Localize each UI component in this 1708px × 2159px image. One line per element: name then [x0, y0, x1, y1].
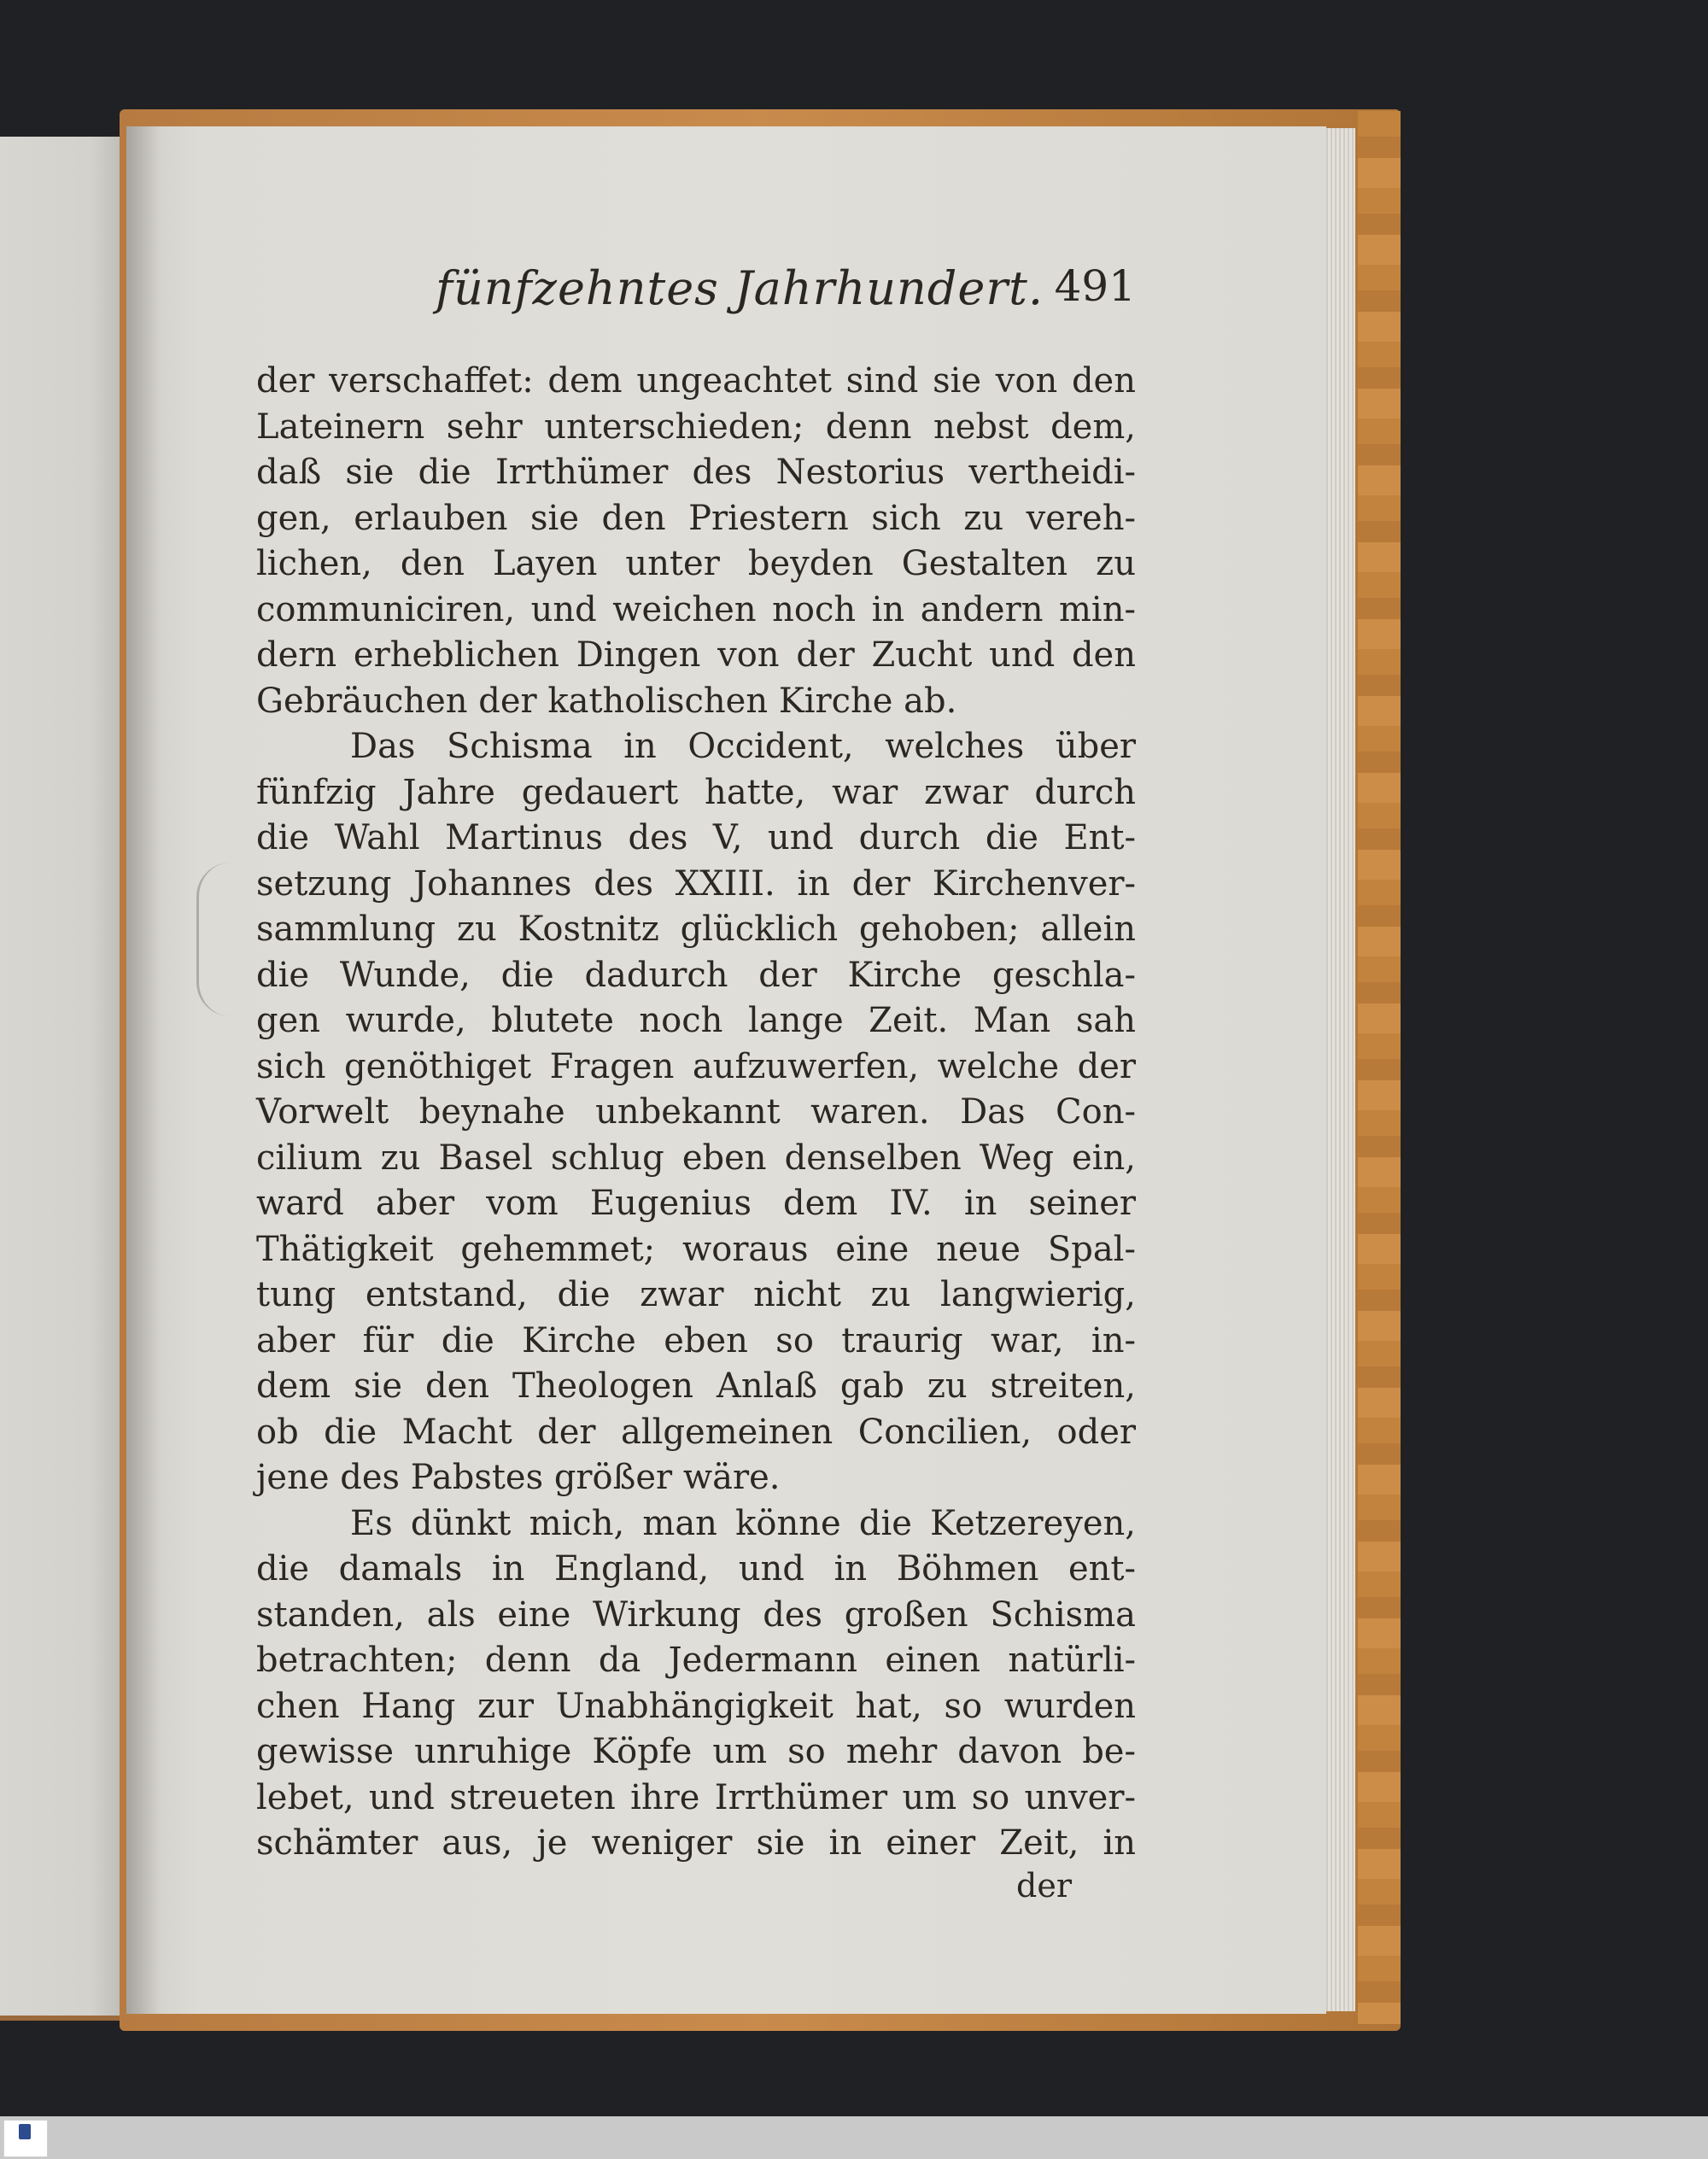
- text-line: dem sie den Theologen Anlaß gab zu streiten,: [256, 1366, 1136, 1406]
- text-line: chen Hang zur Unabhängigkeit hat, so wurden: [256, 1686, 1136, 1726]
- text-line: Lateinern sehr unterschieden; denn nebst dem,: [256, 407, 1136, 447]
- text-line: dern erheblichen Dingen von der Zucht und den: [256, 635, 1136, 675]
- text-line: jene des Pabstes größer wäre.: [256, 1458, 781, 1497]
- running-title: fünfzehntes Jahrhundert.: [436, 261, 1044, 315]
- catchword: der: [1016, 1867, 1072, 1904]
- text-line: sich genöthiget Fragen aufzuwerfen, welche der: [256, 1046, 1136, 1086]
- text-line: die Wahl Martinus des V, und durch die Ent-: [256, 818, 1136, 857]
- text-line: Gebräuchen der katholischen Kirche ab.: [256, 681, 957, 721]
- text-line: lebet, und streueten ihre Irrthümer um so unver-: [256, 1777, 1136, 1817]
- viewer-footer-bar: [0, 2116, 1708, 2159]
- text-line: gen, erlauben sie den Priestern sich zu vereh-: [256, 498, 1136, 538]
- text-line: lichen, den Layen unter beyden Gestalten zu: [256, 544, 1136, 583]
- text-line: ob die Macht der allgemeinen Concilien, oder: [256, 1412, 1136, 1452]
- marginal-bracket-mark: [196, 863, 250, 1016]
- text-line: Das Schisma in Occident, welches über: [350, 727, 1136, 766]
- text-line: Thätigkeit gehemmet; woraus eine neue Spal-: [256, 1229, 1136, 1269]
- text-line: sammlung zu Kostnitz glücklich gehoben; allein: [256, 910, 1136, 949]
- text-line: betrachten; denn da Jedermann einen natürli-: [256, 1641, 1136, 1680]
- text-line: tung entstand, die zwar nicht zu langwierig,: [256, 1275, 1136, 1314]
- text-line: cilium zu Basel schlug eben denselben Weg ein,: [256, 1138, 1136, 1178]
- text-line: die Wunde, die dadurch der Kirche geschla-: [256, 955, 1136, 995]
- cover-edge: [1358, 111, 1401, 2024]
- text-line: der verschaffet: dem ungeachtet sind sie von den: [256, 361, 1136, 401]
- text-line: die damals in England, und in Böhmen ent-: [256, 1549, 1136, 1589]
- text-line: fünfzig Jahre gedauert hatte, war zwar durch: [256, 772, 1136, 812]
- text-line: gen wurde, blutete noch lange Zeit. Man sah: [256, 1001, 1136, 1040]
- page-header: [256, 256, 1136, 325]
- text-line: gewisse unruhige Köpfe um so mehr davon be-: [256, 1732, 1136, 1771]
- text-line: Es dünkt mich, man könne die Ketzereyen,: [350, 1503, 1136, 1543]
- library-logo-icon: [19, 2124, 31, 2139]
- text-line: ward aber vom Eugenius dem IV. in seiner: [256, 1184, 1136, 1223]
- left-page-edge: [0, 137, 130, 2021]
- text-line: communiciren, und weichen noch in andern min-: [256, 589, 1136, 629]
- page-number: 491: [1054, 261, 1136, 311]
- text-line: Vorwelt beynahe unbekannt waren. Das Con-: [256, 1092, 1136, 1132]
- text-line: daß sie die Irrthümer des Nestorius vertheidi-: [256, 453, 1136, 492]
- text-line: schämter aus, je weniger sie in einer Zeit, in: [256, 1823, 1136, 1863]
- body-text: [256, 359, 1136, 1867]
- library-logo[interactable]: [3, 2120, 48, 2157]
- gutter-shadow: [126, 126, 161, 2014]
- text-line: standen, als eine Wirkung des großen Schisma: [256, 1594, 1136, 1635]
- text-line: setzung Johannes des XXIII. in der Kirchenver-: [256, 863, 1136, 904]
- text-line: aber für die Kirche eben so traurig war, in-: [256, 1320, 1136, 1360]
